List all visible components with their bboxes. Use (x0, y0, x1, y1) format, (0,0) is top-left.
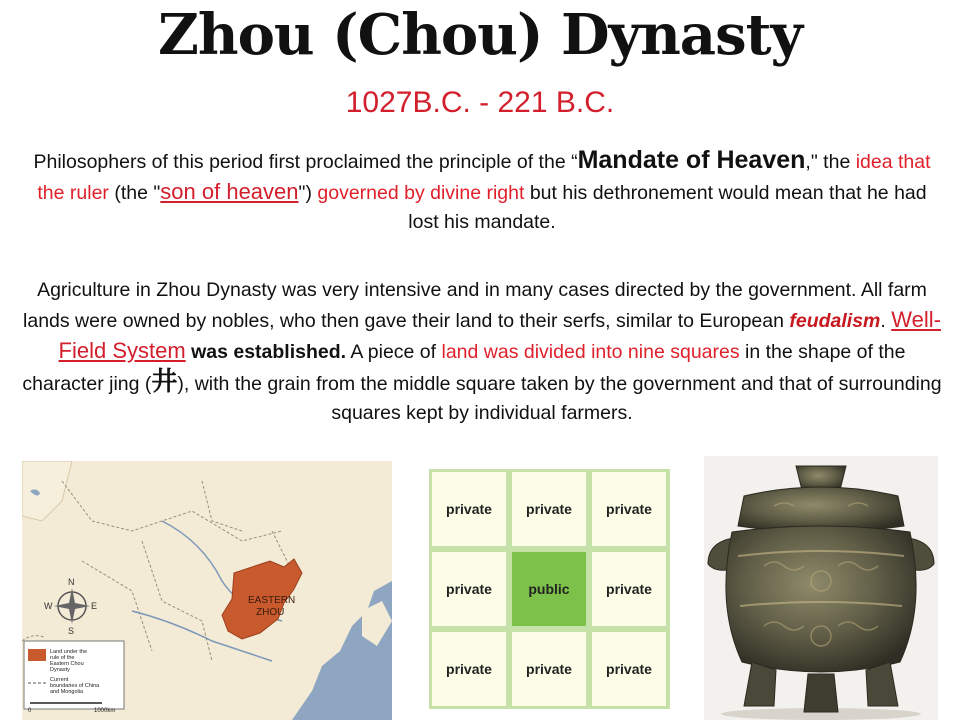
grid-cell-private: private (592, 472, 666, 546)
grid-cell-private: private (512, 472, 586, 546)
grid-cell-private: private (432, 472, 506, 546)
legend-swatch-region (28, 649, 46, 661)
compass-north: N (68, 577, 75, 587)
text-run: but his dethronement would mean that he had lost his mandate. (408, 182, 927, 233)
text-run: . (880, 310, 892, 332)
text-run: in the shape of the character jing ( (22, 341, 906, 395)
grid-cell-public: public (512, 552, 586, 626)
son-of-heaven-link[interactable]: son of heaven (160, 179, 299, 204)
grid-cell-private: private (592, 632, 666, 706)
legend-boundary-label: Current boundaries of China and Mongolia (50, 677, 100, 695)
highlight-nine-squares: land was divided into nine squares (441, 341, 740, 363)
map-legend (24, 641, 124, 714)
highlight-divine-right: governed by divine right (317, 182, 525, 204)
well-field-grid (429, 469, 670, 709)
page-title: Zhou (Chou) Dynasty (157, 2, 803, 68)
text-run-bold: was established. (185, 341, 347, 363)
text-run: ," the (805, 151, 856, 173)
grid-cell-private: private (512, 632, 586, 706)
grid-cell-private: private (432, 552, 506, 626)
compass-east: E (91, 601, 98, 611)
jing-character: 井 (151, 366, 178, 396)
scale-end: 1000km (94, 708, 116, 714)
feudalism-term: feudalism (789, 310, 881, 332)
scale-start: 0 (28, 708, 32, 714)
grid-cell-private: private (432, 632, 506, 706)
well-field-system-link[interactable]: Well-Field System (58, 307, 941, 363)
text-run: Agriculture in Zhou Dynasty was very intensive and in many cases directed by the government. All farm lands were owned by nobles, who then gave their land to their serfs, similar to European (23, 279, 927, 332)
text-run: (the " (108, 182, 161, 204)
mandate-paragraph (22, 146, 942, 237)
compass-west: W (44, 601, 53, 611)
text-run: ") (298, 182, 318, 204)
text-run: ), with the grain from the middle square taken by the government and that of surrounding squares kept by individual farmers. (177, 373, 942, 424)
region-label: EASTERN (248, 595, 296, 606)
eastern-zhou-map (22, 461, 392, 720)
mandate-of-heaven-term: Mandate of Heaven (577, 146, 806, 174)
grid-cell-private: private (592, 552, 666, 626)
text-run: A piece of (346, 341, 442, 363)
text-run: Philosophers of this period first proclaimed the principle of the “ (33, 151, 578, 173)
region-label: ZHOU (256, 607, 285, 618)
highlight-ruler: idea that the ruler (37, 151, 931, 204)
agriculture-paragraph (22, 276, 942, 428)
dynasty-dates: 1027B.C. - 221 B.C. (345, 86, 615, 119)
legend-region-label: Land under the rule of the Eastern Chou Dynasty (50, 649, 88, 673)
compass-south: S (68, 626, 75, 636)
bronze-vessel-photo (704, 456, 938, 720)
